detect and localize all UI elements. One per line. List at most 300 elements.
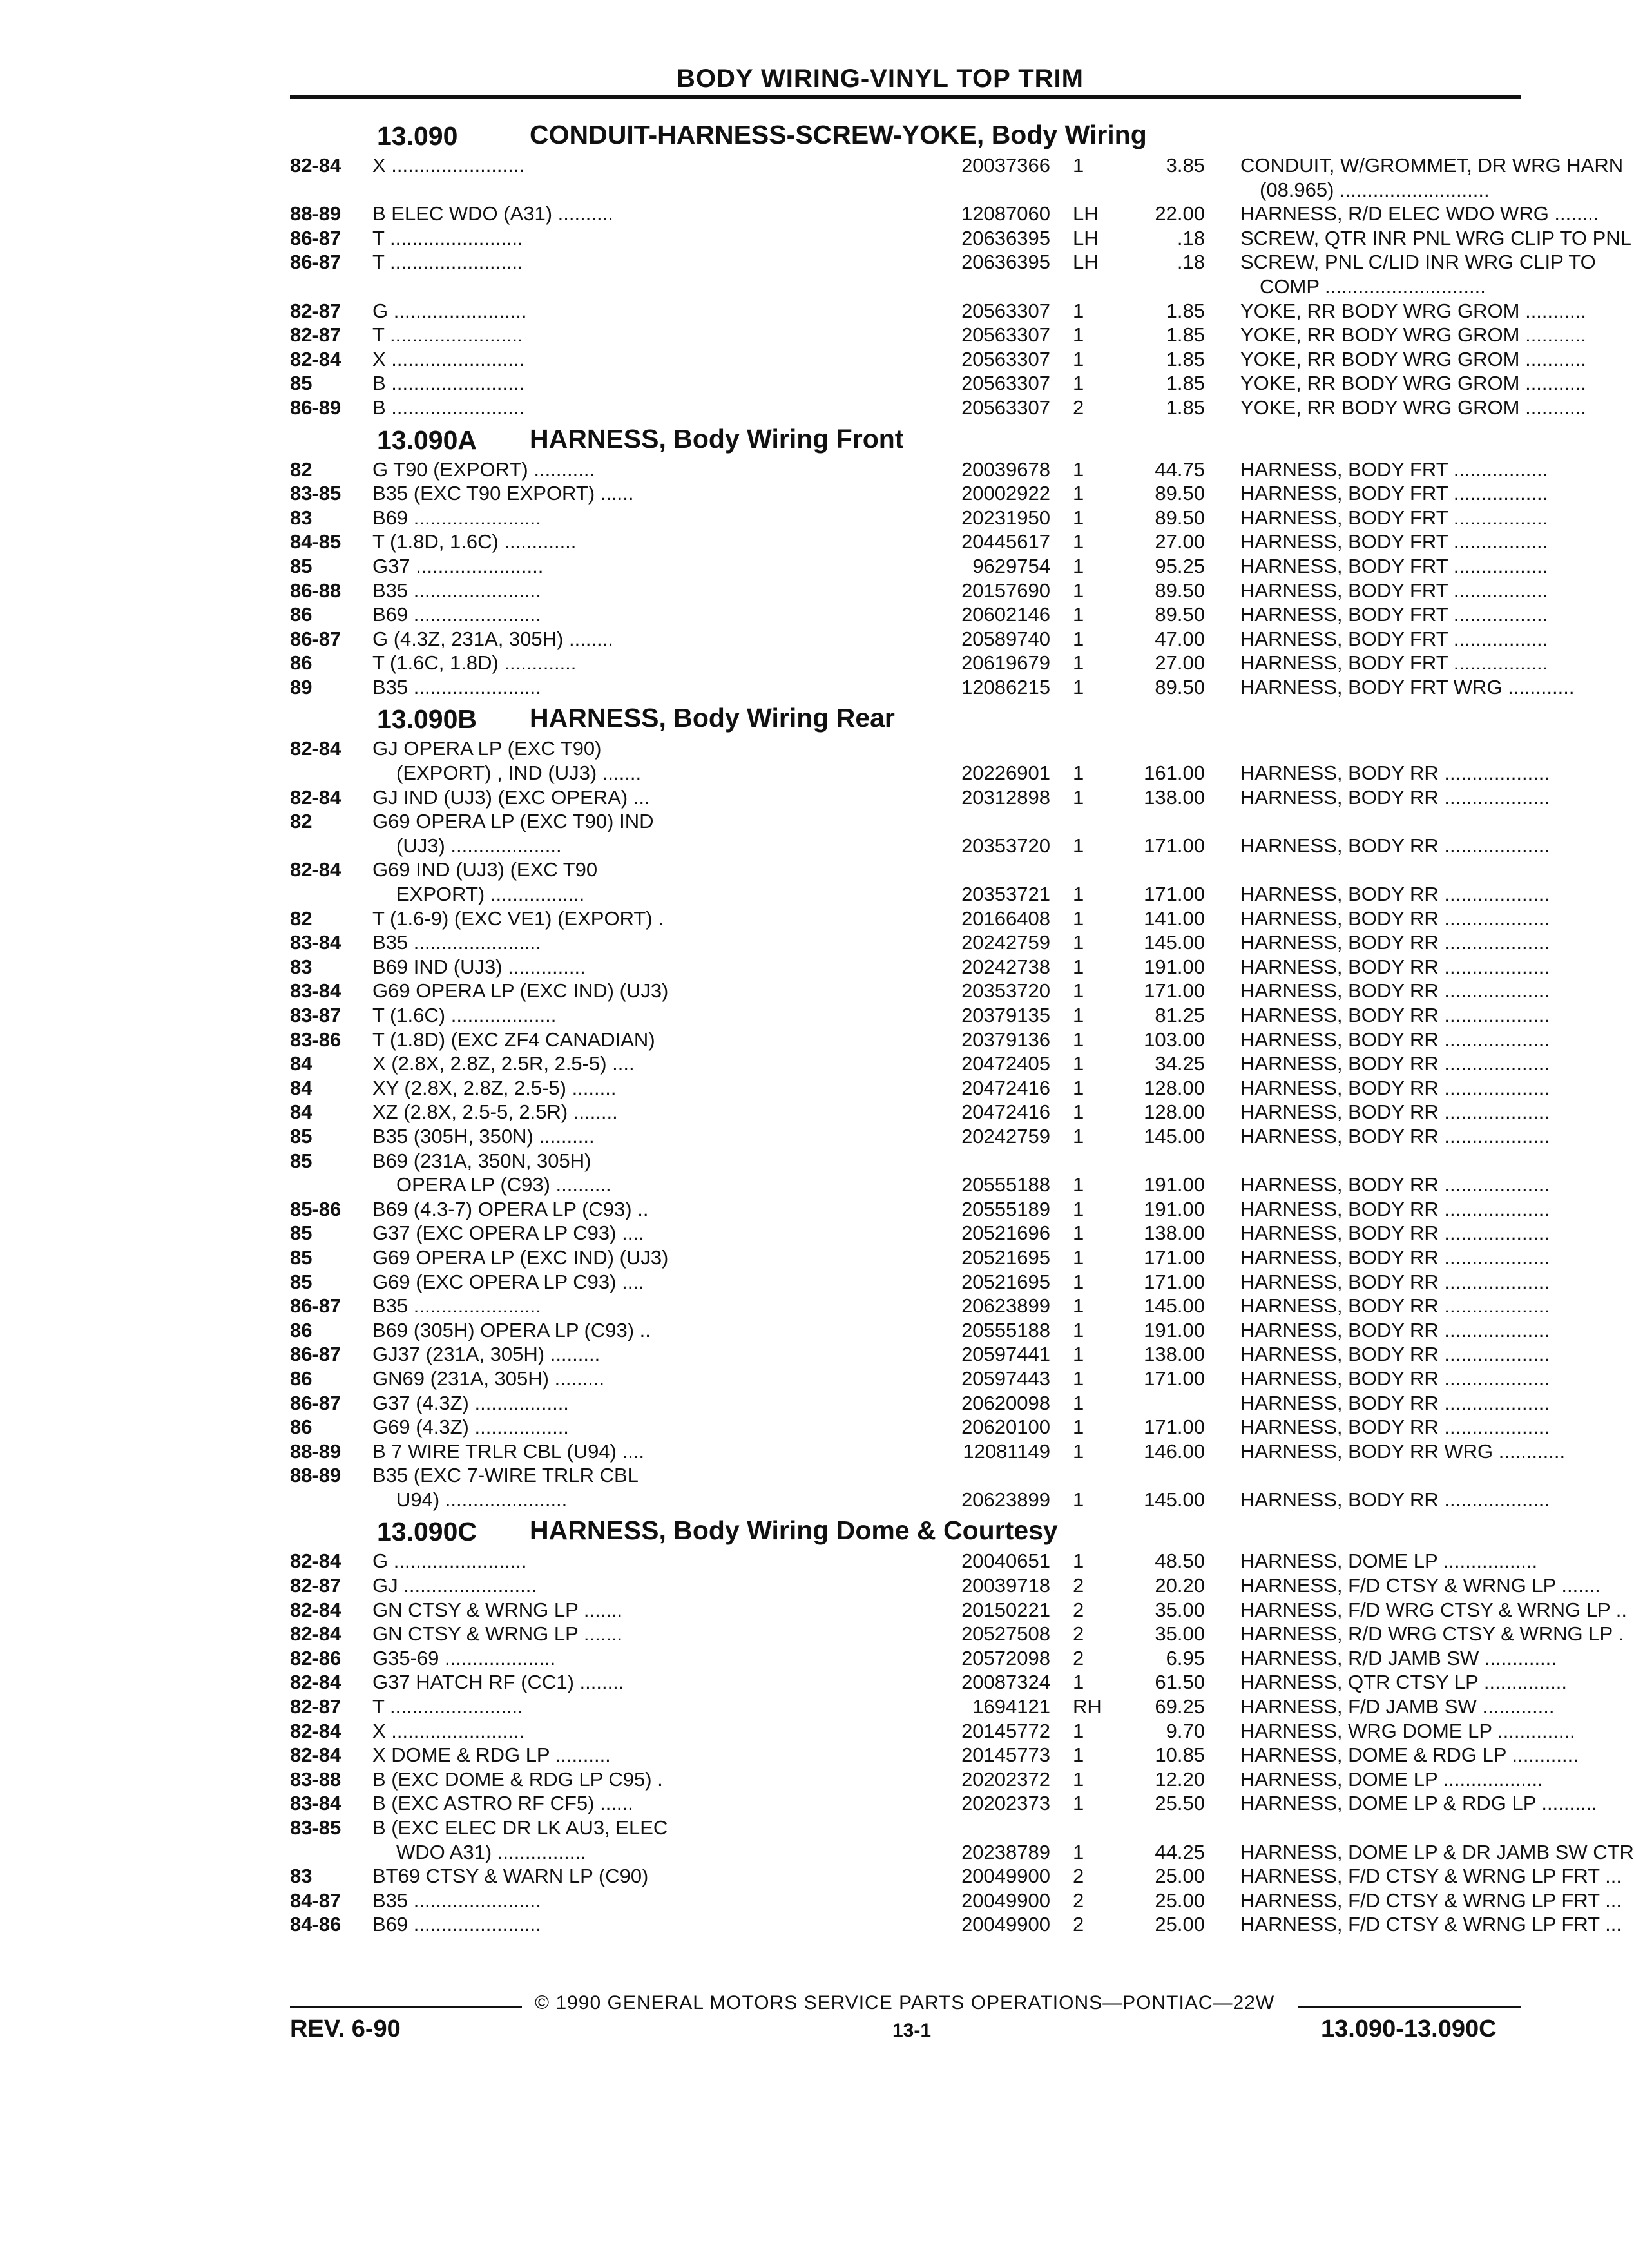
quantity: 1	[1073, 955, 1084, 978]
model-year: 86-87	[290, 226, 341, 249]
model-year: 86	[290, 1318, 312, 1341]
part-row	[290, 1695, 1555, 1719]
model-year: 85	[290, 1149, 312, 1172]
part-description: (08.965) ...........................	[1260, 178, 1490, 201]
model-description: G69 IND (UJ3) (EXC T90	[372, 858, 598, 881]
quantity: 1	[1073, 1792, 1084, 1815]
part-number: 20202373	[961, 1792, 1050, 1815]
unit-price: 25.00	[1155, 1865, 1205, 1888]
part-row	[290, 1573, 1600, 1598]
quantity: 1	[1073, 554, 1084, 577]
part-row	[290, 1488, 1550, 1512]
unit-price: 191.00	[1144, 1173, 1205, 1196]
unit-price: .18	[1177, 226, 1205, 249]
model-year: 82	[290, 907, 312, 930]
unit-price: 145.00	[1144, 1294, 1205, 1318]
part-row	[290, 1003, 1550, 1028]
part-description: HARNESS, F/D CTSY & WRNG LP .......	[1240, 1574, 1600, 1597]
quantity: 1	[1073, 482, 1084, 505]
part-row	[290, 1670, 1568, 1695]
header-rule	[290, 95, 1521, 99]
quantity: 1	[1073, 1052, 1084, 1075]
unit-price: .18	[1177, 251, 1205, 274]
quantity: 1	[1073, 603, 1084, 626]
model-year: 82-84	[290, 737, 341, 760]
section-name: HARNESS, Body Wiring Dome & Courtesy	[530, 1515, 1058, 1546]
part-row	[290, 1888, 1622, 1913]
model-description: GJ37 (231A, 305H) .........	[372, 1343, 601, 1366]
quantity: 1	[1073, 457, 1084, 481]
model-year: 82-84	[290, 154, 341, 177]
quantity: 1	[1073, 883, 1084, 906]
section-number: 13.090C	[377, 1517, 477, 1547]
part-row	[290, 226, 1631, 251]
part-description: SCREW, QTR INR PNL WRG CLIP TO PNL	[1240, 226, 1631, 249]
part-description: HARNESS, BODY RR ...................	[1240, 1391, 1550, 1414]
unit-price: 3.85	[1166, 154, 1205, 177]
model-description: X ........................	[372, 154, 524, 177]
part-row	[290, 1367, 1550, 1391]
model-year: 83-85	[290, 1816, 341, 1839]
part-row	[290, 651, 1548, 675]
quantity: 1	[1073, 1004, 1084, 1026]
part-number: 20039718	[961, 1574, 1050, 1597]
part-row	[290, 274, 1533, 299]
part-number: 20619679	[961, 651, 1050, 675]
unit-price: 1.85	[1166, 347, 1205, 370]
part-number: 20049900	[961, 1865, 1050, 1888]
model-description: G T90 (EXPORT) ...........	[372, 457, 595, 481]
model-year: 82	[290, 810, 312, 833]
model-year: 85	[290, 1245, 312, 1269]
quantity: 1	[1073, 1124, 1084, 1148]
model-year: 86-87	[290, 1391, 341, 1414]
model-year: 83-84	[290, 931, 341, 954]
quantity: 1	[1073, 1391, 1084, 1414]
part-row	[290, 202, 1599, 226]
part-number: 20563307	[961, 372, 1050, 395]
quantity: 1	[1073, 530, 1084, 553]
model-description: G69 OPERA LP (EXC IND) (UJ3)	[372, 1245, 669, 1269]
part-description: HARNESS, F/D WRG CTSY & WRNG LP ..	[1240, 1598, 1627, 1621]
section-range: 13.090-13.090C	[1321, 2015, 1497, 2042]
model-year: 82-87	[290, 323, 341, 347]
quantity: 2	[1073, 1888, 1084, 1912]
model-description: GJ OPERA LP (EXC T90)	[372, 737, 602, 760]
model-description: T ........................	[372, 226, 523, 249]
model-description: B69 (4.3-7) OPERA LP (C93) ..	[372, 1197, 649, 1220]
part-row	[290, 396, 1586, 420]
quantity: 1	[1073, 323, 1084, 347]
part-number: 20527508	[961, 1622, 1050, 1646]
section-heading	[290, 699, 1533, 736]
part-row	[290, 1791, 1597, 1816]
model-year: 85	[290, 372, 312, 395]
part-row	[290, 955, 1550, 979]
quantity: 1	[1073, 931, 1084, 954]
model-year: 89	[290, 675, 312, 698]
model-description: G69 (EXC OPERA LP C93) ....	[372, 1270, 644, 1293]
model-description: B (EXC DOME & RDG LP C95) .	[372, 1767, 663, 1791]
part-row	[290, 675, 1575, 700]
part-description: HARNESS, BODY RR ...................	[1240, 1028, 1550, 1051]
part-row	[290, 1864, 1622, 1888]
part-number: 20563307	[961, 396, 1050, 419]
model-description: B (EXC ASTRO RF CF5) ......	[372, 1792, 633, 1815]
model-description: T ........................	[372, 251, 523, 274]
quantity: 1	[1073, 1367, 1084, 1390]
model-description: GJ IND (UJ3) (EXC OPERA) ...	[372, 785, 650, 809]
part-description: HARNESS, BODY FRT .................	[1240, 603, 1548, 626]
part-description: HARNESS, DOME LP .................	[1240, 1550, 1538, 1573]
model-description: G37 HATCH RF (CC1) ........	[372, 1671, 624, 1694]
part-number: 20555189	[961, 1197, 1050, 1220]
unit-price: 81.25	[1155, 1004, 1205, 1026]
section-name: HARNESS, Body Wiring Front	[530, 423, 904, 454]
model-description: G37 .......................	[372, 554, 544, 577]
unit-price: 35.00	[1155, 1622, 1205, 1646]
unit-price: 171.00	[1144, 1245, 1205, 1269]
unit-price: 191.00	[1144, 1197, 1205, 1220]
model-description: B35 .......................	[372, 931, 541, 954]
model-description: XY (2.8X, 2.8Z, 2.5-5) ........	[372, 1076, 617, 1099]
model-description: G69 OPERA LP (EXC T90) IND	[372, 810, 654, 833]
page-title: BODY WIRING-VINYL TOP TRIM	[677, 64, 1084, 93]
part-description: HARNESS, BODY RR ...................	[1240, 1294, 1550, 1318]
part-description: HARNESS, BODY FRT .................	[1240, 579, 1548, 602]
part-row	[290, 457, 1548, 482]
quantity: 1	[1073, 1318, 1084, 1341]
part-number: 20145772	[961, 1719, 1050, 1742]
part-description: HARNESS, BODY FRT WRG ............	[1240, 675, 1575, 698]
part-description: HARNESS, BODY RR ...................	[1240, 1367, 1550, 1390]
quantity: 1	[1073, 762, 1084, 785]
part-number: 12086215	[961, 675, 1050, 698]
model-year: 83-84	[290, 979, 341, 1003]
quantity: 2	[1073, 1598, 1084, 1621]
part-row	[290, 1767, 1543, 1792]
model-description: T (1.8D) (EXC ZF4 CANADIAN)	[372, 1028, 655, 1051]
quantity: 1	[1073, 1294, 1084, 1318]
model-year: 85	[290, 1270, 312, 1293]
model-description: B ........................	[372, 372, 524, 395]
model-description: B35 .......................	[372, 1294, 541, 1318]
quantity: 1	[1073, 1245, 1084, 1269]
part-description: HARNESS, F/D CTSY & WRNG LP FRT ...	[1240, 1913, 1622, 1936]
unit-price: 128.00	[1144, 1076, 1205, 1099]
model-description: G (4.3Z, 231A, 305H) ........	[372, 627, 613, 650]
model-description: G69 OPERA LP (EXC IND) (UJ3)	[372, 979, 669, 1003]
model-year: 88-89	[290, 1464, 341, 1487]
part-row	[290, 1549, 1538, 1573]
part-row	[290, 371, 1586, 396]
part-row	[290, 1173, 1550, 1197]
unit-price: 146.00	[1144, 1439, 1205, 1463]
quantity: 1	[1073, 347, 1084, 370]
model-description: G69 (4.3Z) .................	[372, 1416, 569, 1439]
part-description: HARNESS, WRG DOME LP ..............	[1240, 1719, 1575, 1742]
part-description: COMP .............................	[1260, 274, 1486, 298]
quantity: 2	[1073, 1574, 1084, 1597]
unit-price: 1.85	[1166, 323, 1205, 347]
part-description: HARNESS, F/D JAMB SW .............	[1240, 1695, 1555, 1718]
model-year: 86-87	[290, 1294, 341, 1318]
model-description: B69 .......................	[372, 1913, 541, 1936]
part-description: HARNESS, BODY RR ...................	[1240, 762, 1550, 785]
model-year: 85-86	[290, 1197, 341, 1220]
part-description: HARNESS, F/D CTSY & WRNG LP FRT ...	[1240, 1865, 1622, 1888]
part-number: 20472416	[961, 1100, 1050, 1124]
quantity: 1	[1073, 1028, 1084, 1051]
quantity: 2	[1073, 1913, 1084, 1936]
part-description: SCREW, PNL C/LID INR WRG CLIP TO	[1240, 251, 1596, 274]
unit-price: 25.00	[1155, 1913, 1205, 1936]
part-description: HARNESS, BODY RR WRG ............	[1240, 1439, 1566, 1463]
quantity: 1	[1073, 1222, 1084, 1245]
unit-price: 27.00	[1155, 651, 1205, 675]
model-year: 82	[290, 457, 312, 481]
unit-price: 138.00	[1144, 1222, 1205, 1245]
unit-price: 9.70	[1166, 1719, 1205, 1742]
quantity: 1	[1073, 1439, 1084, 1463]
revision-label: REV. 6-90	[290, 2015, 401, 2042]
part-number: 20521695	[961, 1270, 1050, 1293]
quantity: 1	[1073, 651, 1084, 675]
part-row	[290, 1743, 1579, 1767]
unit-price: 161.00	[1144, 762, 1205, 785]
unit-price: 89.50	[1155, 579, 1205, 602]
model-year: 84	[290, 1100, 312, 1124]
part-row	[290, 1052, 1550, 1076]
model-year: 88-89	[290, 202, 341, 226]
part-number: 20145773	[961, 1744, 1050, 1767]
quantity: 1	[1073, 1671, 1084, 1694]
part-number: 20636395	[961, 226, 1050, 249]
model-year: 84-87	[290, 1888, 341, 1912]
model-year: 82-84	[290, 858, 341, 881]
model-description: G ........................	[372, 1550, 527, 1573]
unit-price: 6.95	[1166, 1646, 1205, 1669]
part-number: 20312898	[961, 785, 1050, 809]
part-number: 20238789	[961, 1840, 1050, 1863]
part-row	[290, 178, 1533, 202]
part-description: YOKE, RR BODY WRG GROM ...........	[1240, 372, 1586, 395]
model-description: GN69 (231A, 305H) .........	[372, 1367, 605, 1390]
model-description: B ELEC WDO (A31) ..........	[372, 202, 613, 226]
part-description: YOKE, RR BODY WRG GROM ...........	[1240, 396, 1586, 419]
model-year: 83	[290, 506, 312, 529]
part-row	[290, 506, 1548, 530]
model-description: (EXPORT) , IND (UJ3) .......	[396, 762, 642, 785]
part-description: HARNESS, BODY RR ...................	[1240, 1004, 1550, 1026]
unit-price: 12.20	[1155, 1767, 1205, 1791]
unit-price: 22.00	[1155, 202, 1205, 226]
part-row	[290, 1221, 1550, 1245]
part-number: 20563307	[961, 299, 1050, 322]
part-description: HARNESS, BODY RR ...................	[1240, 931, 1550, 954]
part-number: 20202372	[961, 1767, 1050, 1791]
part-number: 20242738	[961, 955, 1050, 978]
model-year: 82-84	[290, 785, 341, 809]
footer-rule-left	[290, 2006, 522, 2008]
part-row	[290, 882, 1550, 907]
part-row	[290, 347, 1586, 372]
part-description: HARNESS, BODY RR ...................	[1240, 1222, 1550, 1245]
part-number: 20472405	[961, 1052, 1050, 1075]
unit-price: 89.50	[1155, 482, 1205, 505]
model-year: 83	[290, 955, 312, 978]
part-row	[290, 1391, 1550, 1416]
part-description: HARNESS, F/D CTSY & WRNG LP FRT ...	[1240, 1888, 1622, 1912]
part-description: HARNESS, BODY FRT .................	[1240, 506, 1548, 529]
part-description: HARNESS, BODY RR ...................	[1240, 1318, 1550, 1341]
part-row	[290, 602, 1548, 627]
part-description: HARNESS, BODY FRT .................	[1240, 627, 1548, 650]
part-description: HARNESS, BODY RR ...................	[1240, 1343, 1550, 1366]
unit-price: 171.00	[1144, 1270, 1205, 1293]
quantity: 1	[1073, 579, 1084, 602]
quantity: 1	[1073, 907, 1084, 930]
part-row	[290, 1816, 1533, 1840]
part-description: HARNESS, BODY RR ...................	[1240, 1052, 1550, 1075]
model-year: 86	[290, 1416, 312, 1439]
part-description: CONDUIT, W/GROMMET, DR WRG HARN	[1240, 154, 1624, 177]
model-description: T (1.6C) ...................	[372, 1004, 557, 1026]
unit-price: 44.75	[1155, 457, 1205, 481]
quantity: 1	[1073, 1767, 1084, 1791]
unit-price: 25.50	[1155, 1792, 1205, 1815]
part-description: HARNESS, BODY RR ...................	[1240, 907, 1550, 930]
part-description: HARNESS, BODY RR ...................	[1240, 883, 1550, 906]
model-year: 86-87	[290, 1343, 341, 1366]
part-description: HARNESS, BODY FRT .................	[1240, 530, 1548, 553]
model-description: B35 .......................	[372, 579, 541, 602]
model-year: 83-86	[290, 1028, 341, 1051]
quantity: 1	[1073, 627, 1084, 650]
model-year: 84	[290, 1052, 312, 1075]
part-number: 20166408	[961, 907, 1050, 930]
model-description: B69 IND (UJ3) ..............	[372, 955, 586, 978]
part-description: HARNESS, R/D ELEC WDO WRG ........	[1240, 202, 1599, 226]
unit-price: 44.25	[1155, 1840, 1205, 1863]
part-description: HARNESS, BODY RR ...................	[1240, 1416, 1550, 1439]
part-number: 20049900	[961, 1913, 1050, 1936]
unit-price: 35.00	[1155, 1598, 1205, 1621]
quantity: 2	[1073, 1622, 1084, 1646]
model-description: U94) ......................	[396, 1488, 568, 1511]
model-year: 82-84	[290, 1598, 341, 1621]
model-description: B35 (EXC T90 EXPORT) ......	[372, 482, 634, 505]
model-description: (UJ3) ....................	[396, 834, 562, 857]
model-year: 82-84	[290, 1671, 341, 1694]
model-year: 83-84	[290, 1792, 341, 1815]
part-description: HARNESS, BODY RR ...................	[1240, 1124, 1550, 1148]
part-number: 20620098	[961, 1391, 1050, 1414]
part-number: 20002922	[961, 482, 1050, 505]
part-number: 20379136	[961, 1028, 1050, 1051]
part-description: HARNESS, BODY RR ...................	[1240, 1197, 1550, 1220]
model-year: 83-87	[290, 1004, 341, 1026]
model-year: 86-88	[290, 579, 341, 602]
unit-price: 103.00	[1144, 1028, 1205, 1051]
part-number: 12081149	[963, 1439, 1050, 1463]
unit-price: 89.50	[1155, 603, 1205, 626]
unit-price: 171.00	[1144, 979, 1205, 1003]
part-number: 20555188	[961, 1318, 1050, 1341]
part-description: HARNESS, BODY RR ...................	[1240, 1488, 1550, 1511]
part-description: YOKE, RR BODY WRG GROM ...........	[1240, 347, 1586, 370]
quantity: 1	[1073, 372, 1084, 395]
model-year: 85	[290, 1222, 312, 1245]
quantity: 1	[1073, 1343, 1084, 1366]
part-description: YOKE, RR BODY WRG GROM ...........	[1240, 323, 1586, 347]
model-description: X ........................	[372, 1719, 524, 1742]
quantity: 1	[1073, 1173, 1084, 1196]
part-row	[290, 1622, 1624, 1646]
model-description: T (1.6-9) (EXC VE1) (EXPORT) .	[372, 907, 664, 930]
unit-price: 145.00	[1144, 931, 1205, 954]
unit-price: 89.50	[1155, 675, 1205, 698]
model-description: X (2.8X, 2.8Z, 2.5R, 2.5-5) ....	[372, 1052, 635, 1075]
model-description: T ........................	[372, 323, 523, 347]
quantity: 1	[1073, 1197, 1084, 1220]
model-description: B69 .......................	[372, 506, 541, 529]
model-description: GN CTSY & WRNG LP .......	[372, 1622, 623, 1646]
quantity: 1	[1073, 299, 1084, 322]
part-row	[290, 761, 1550, 785]
model-description: B69 .......................	[372, 603, 541, 626]
quantity: LH	[1073, 202, 1099, 226]
part-row	[290, 1028, 1550, 1052]
model-description: T (1.6C, 1.8D) .............	[372, 651, 577, 675]
part-description: HARNESS, DOME LP ..................	[1240, 1767, 1543, 1791]
quantity: RH	[1073, 1695, 1102, 1718]
section-heading	[290, 420, 1533, 457]
model-description: BT69 CTSY & WARN LP (C90)	[372, 1865, 649, 1888]
model-year: 82-84	[290, 1622, 341, 1646]
part-description: HARNESS, R/D JAMB SW .............	[1240, 1646, 1557, 1669]
model-year: 83-85	[290, 482, 341, 505]
part-row	[290, 1270, 1550, 1294]
unit-price: 95.25	[1155, 554, 1205, 577]
part-row	[290, 579, 1548, 603]
model-year: 82-84	[290, 1550, 341, 1573]
part-number: 20231950	[961, 506, 1050, 529]
part-description: HARNESS, BODY FRT .................	[1240, 457, 1548, 481]
part-row	[290, 1294, 1550, 1318]
quantity: 1	[1073, 506, 1084, 529]
unit-price: 1.85	[1166, 396, 1205, 419]
part-number: 20379135	[961, 1004, 1050, 1026]
part-description: HARNESS, BODY RR ...................	[1240, 1270, 1550, 1293]
part-number: 20472416	[961, 1076, 1050, 1099]
page-number: 13-1	[892, 2020, 932, 2041]
quantity: 1	[1073, 1840, 1084, 1863]
quantity: 1	[1073, 979, 1084, 1003]
part-number: 20087324	[961, 1671, 1050, 1694]
part-row	[290, 299, 1586, 323]
part-description: HARNESS, BODY FRT .................	[1240, 651, 1548, 675]
part-description: HARNESS, R/D WRG CTSY & WRNG LP .	[1240, 1622, 1624, 1646]
part-row	[290, 1463, 1533, 1488]
quantity: 1	[1073, 1488, 1084, 1511]
model-description: X DOME & RDG LP ..........	[372, 1744, 611, 1767]
part-row	[290, 1439, 1566, 1464]
model-year: 82-84	[290, 1719, 341, 1742]
unit-price: 47.00	[1155, 627, 1205, 650]
part-row	[290, 1598, 1627, 1622]
part-number: 9629754	[972, 554, 1050, 577]
